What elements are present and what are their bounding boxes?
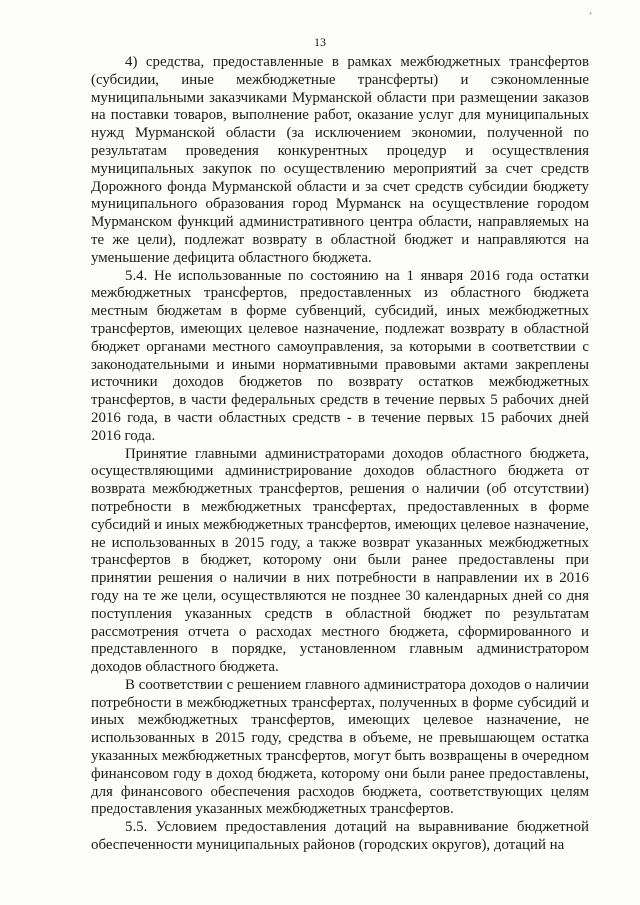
- paragraph-item-4-return: 4) средства, предоставленные в рамках межбюджетных трансфертов (субсидии, иные межбюджетные трансферты) и сэкономленные муниципальными заказчиками Мурманской области при размещении заказов на поставки товаров, выполнение работ, оказание услуг для муниципальных нужд Мурманской области (за исключением экономии, полученной по результатам проведения конкурентных процедур и осуществления муниципальных закупок по осуществлению мероприятий за счет средств Дорожного фонда Мурманской области и за счет средств субсидии бюджету муниципального образования город Мурманск на осуществление городом Мурманском функций административного центра области, направляемых на те же цели), подлежат возврату в областной бюджет и направляются на уменьшение дефицита областного бюджета.: [91, 54, 589, 266]
- paragraph-administrators-decision: Принятие главными администраторами доходов областного бюджета, осуществляющими администрирование доходов областного бюджета от возврата межбюджетных трансфертов, решения о наличии (об отсутствии) потребности в межбюджетных трансфертах, предоставленных в форме субсидий и иных межбюджетных трансфертов, имеющих целевое назначение, не использованных в 2015 году, а также возврат указанных межбюджетных трансфертов в бюджет, которому они были ранее предоставлены при принятии решения о наличии в них потребности в направлении их в 2016 году на те же цели, осуществляются не позднее 30 календарных дней со дня поступления указанных средств в областной бюджет по результатам рассмотрения отчета о расходах местного бюджета, сформированного и представленного в порядке, установленном главным администратором доходов областного бюджета.: [91, 445, 589, 676]
- paragraph-clause-5-5: 5.5. Условием предоставления дотаций на выравнивание бюджетной обеспеченности муниципальных районов (городских округов), дотаций на: [91, 819, 589, 854]
- paragraph-need-decision: В соответствии с решением главного администратора доходов о наличии потребности в межбюджетных трансфертах, полученных в форме субсидий и иных межбюджетных трансфертов, имеющих целевое назначение, не использованных в 2015 году, средства в объеме, не превышающем остатка указанных межбюджетных трансфертов, могут быть возвращены в очередном финансовом году в доход бюджета, которому они были ранее предоставлены, для финансового обеспечения расходов бюджета, соответствующих целям предоставления указанных межбюджетных трансфертов.: [91, 676, 589, 818]
- scan-mark: .: [589, 3, 592, 17]
- document-body: [91, 54, 589, 855]
- page-number: 13: [314, 35, 326, 49]
- paragraph-clause-5-4: 5.4. Не использованные по состоянию на 1 января 2016 года остатки межбюджетных трансфертов, предоставленных из областного бюджета местным бюджетам в форме субвенций, субсидий, иных межбюджетных трансфертов, имеющих целевое назначение, подлежат возврату в областной бюджет органами местного самоуправления, за которыми в соответствии с законодательными и иными нормативными правовыми актами закреплены источники доходов бюджетов по возврату остатков межбюджетных трансфертов, в части федеральных средств в течение первых 5 рабочих дней 2016 года, в части областных средств - в течение первых 15 рабочих дней 2016 года.: [91, 267, 589, 444]
